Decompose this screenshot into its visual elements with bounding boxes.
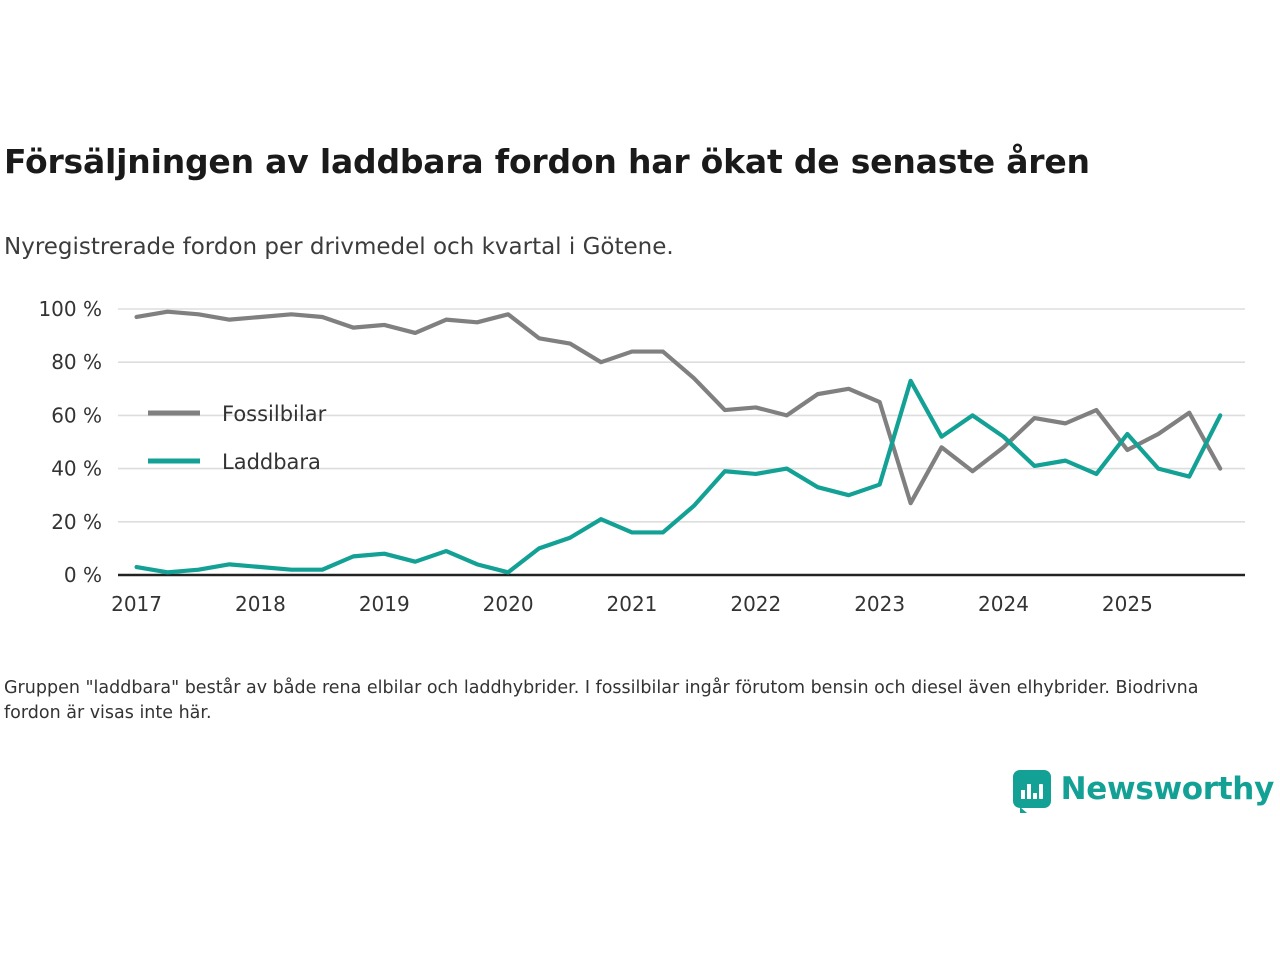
y-tick-label: 100 % xyxy=(38,297,102,321)
gridlines xyxy=(118,309,1245,575)
y-tick-label: 20 % xyxy=(51,509,102,534)
x-tick-label: 2020 xyxy=(482,592,534,616)
x-tick-label: 2023 xyxy=(854,592,906,616)
legend-label-laddbara: Laddbara xyxy=(222,450,321,474)
y-tick-label: 60 % xyxy=(51,403,102,428)
x-tick-label: 2021 xyxy=(606,592,658,616)
chart-svg xyxy=(0,285,1280,630)
chart-footnote: Gruppen "laddbara" består av både rena elbilar och laddhybrider. I fossilbilar ingår förutom bensin och diesel även elhybrider. Biodrivna fordon är visas inte här. xyxy=(4,678,1199,724)
bar-chart-icon xyxy=(1021,779,1043,799)
brand-name: Newsworthy xyxy=(1060,771,1274,807)
page-title: Försäljningen av laddbara fordon har ökat de senaste åren xyxy=(4,142,1090,181)
x-tick-label: 2017 xyxy=(111,592,163,616)
newsworthy-logo xyxy=(1013,770,1274,808)
newsworthy-icon xyxy=(1013,770,1051,808)
x-axis-tick-labels xyxy=(111,592,1153,616)
x-tick-label: 2018 xyxy=(234,592,286,616)
legend-label-fossilbilar: Fossilbilar xyxy=(222,402,327,426)
chart-legend xyxy=(148,402,327,474)
page-subtitle: Nyregistrerade fordon per drivmedel och kvartal i Götene. xyxy=(4,234,674,260)
y-tick-label: 40 % xyxy=(51,456,102,481)
y-tick-label: 80 % xyxy=(51,350,102,375)
y-tick-label: 0 % xyxy=(63,563,102,587)
x-tick-label: 2022 xyxy=(730,592,782,616)
line-chart xyxy=(0,285,1280,630)
x-tick-label: 2025 xyxy=(1101,592,1153,616)
series-lines xyxy=(137,312,1221,573)
x-tick-label: 2024 xyxy=(978,592,1029,616)
x-tick-label: 2019 xyxy=(358,592,410,616)
y-axis-tick-labels xyxy=(38,297,102,587)
